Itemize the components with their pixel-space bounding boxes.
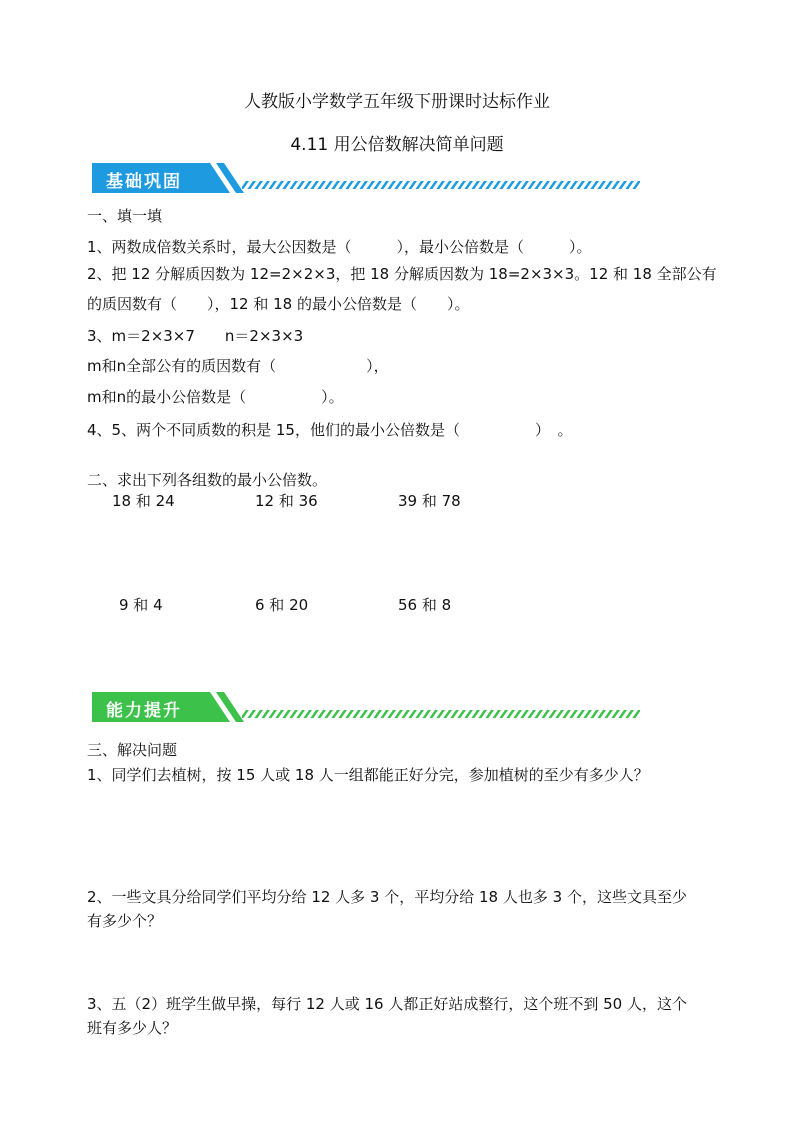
question-2-line-1: 2、把 12 分解质因数为 12=2×2×3，把 18 分解质因数为 18=2×3×3。12 和 18 全部公有 bbox=[87, 265, 717, 283]
section-banner-basic bbox=[92, 161, 644, 195]
banner-label-basic: 基础巩固 bbox=[106, 172, 182, 192]
question-3-line-1: 3、m＝2×3×7 n＝2×3×3 bbox=[87, 327, 304, 345]
lcm-pair: 56 和 8 bbox=[398, 596, 452, 614]
lcm-pair: 6 和 20 bbox=[255, 596, 309, 614]
problem-2-line-2: 有多少个？ bbox=[87, 912, 163, 930]
problem-3-line-1: 3、五（2）班学生做早操，每行 12 人或 16 人都正好站成整行，这个班不到 50 人，这个 bbox=[87, 995, 687, 1013]
problem-1: 1、同学们去植树，按 15 人或 18 人一组都能正好分完，参加植树的至少有多少人？ bbox=[87, 766, 649, 784]
question-2-line-2: 的质因数有（ ），12 和 18 的最小公倍数是（ ）。 bbox=[87, 295, 470, 313]
question-1: 1、两数成倍数关系时，最大公因数是（ ），最小公倍数是（ ）。 bbox=[87, 238, 592, 256]
lcm-pair: 18 和 24 bbox=[112, 492, 175, 510]
problem-3-line-2: 班有多少人？ bbox=[87, 1019, 178, 1037]
section-heading-problems: 三、解决问题 bbox=[87, 741, 178, 759]
lesson-subtitle: 4.11 用公倍数解决简单问题 bbox=[290, 135, 504, 155]
question-4: 4、5、两个不同质数的积是 15，他们的最小公倍数是（ ） 。 bbox=[87, 421, 573, 439]
lcm-pair: 9 和 4 bbox=[119, 596, 163, 614]
document-title: 人教版小学数学五年级下册课时达标作业 bbox=[244, 92, 550, 112]
section-banner-advanced bbox=[92, 690, 644, 724]
lcm-pair: 39 和 78 bbox=[398, 492, 461, 510]
problem-2-line-1: 2、一些文具分给同学们平均分给 12 人多 3 个，平均分给 18 人也多 3 个，这些文具至少 bbox=[87, 888, 687, 906]
question-3-line-3: m和n的最小公倍数是（ ）。 bbox=[87, 388, 344, 406]
banner-label-advanced: 能力提升 bbox=[106, 701, 182, 721]
section-heading-lcm: 二、求出下列各组数的最小公倍数。 bbox=[87, 471, 328, 489]
question-3-line-2: m和n全部公有的质因数有（ ）， bbox=[87, 357, 389, 375]
section-heading-fill-in: 一、填一填 bbox=[87, 207, 163, 225]
lcm-pair: 12 和 36 bbox=[255, 492, 318, 510]
